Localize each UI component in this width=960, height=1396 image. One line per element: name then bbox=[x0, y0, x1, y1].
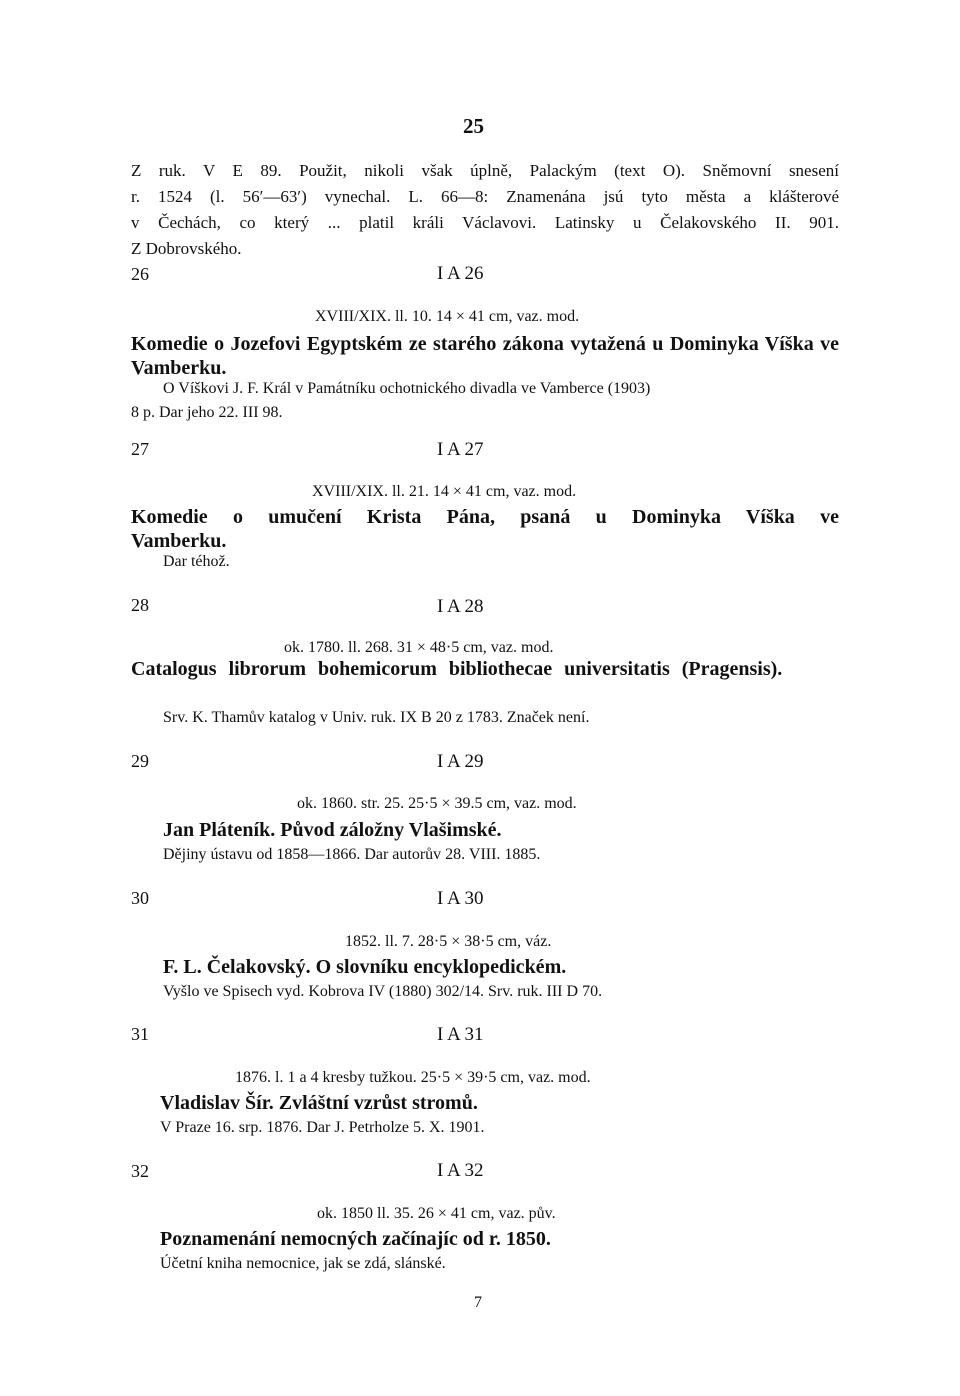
signature-mark: 7 bbox=[474, 1294, 482, 1311]
entry-note: 8 p. Dar jeho 22. III 98. bbox=[131, 404, 283, 421]
entry-signature: I A 28 bbox=[437, 596, 484, 617]
entry-number: 30 bbox=[131, 888, 149, 908]
entry-signature: I A 30 bbox=[437, 888, 484, 909]
entry-title: Komedie o umučení Krista Pána, psaná u Dominyka Víška ve Vamberku. bbox=[131, 506, 839, 552]
entry-title: Catalogus librorum bohemicorum bibliothecae universitatis (Pragensis). bbox=[131, 658, 783, 680]
entry-number: 28 bbox=[131, 595, 149, 615]
entry-number: 32 bbox=[131, 1161, 149, 1181]
entry-title: F. L. Čelakovský. O slovníku encyklopedickém. bbox=[163, 956, 567, 978]
entry-note: Vyšlo ve Spisech vyd. Kobrova IV (1880) 302/14. Srv. ruk. III D 70. bbox=[163, 983, 603, 1000]
entry-details: ok. 1850 ll. 35. 26 × 41 cm, vaz. pův. bbox=[317, 1205, 556, 1222]
entry-note: Dějiny ústavu od 1858—1866. Dar autorův 28. VIII. 1885. bbox=[163, 846, 541, 863]
entry-details: 1852. ll. 7. 28·5 × 38·5 cm, váz. bbox=[345, 933, 552, 950]
entry-note: Srv. K. Thamův katalog v Univ. ruk. IX B 20 z 1783. Značek není. bbox=[163, 709, 590, 726]
entry-signature: I A 26 bbox=[437, 263, 484, 284]
entry-details: ok. 1860. str. 25. 25·5 × 39.5 cm, vaz. mod. bbox=[297, 795, 577, 812]
entry-note: Dar téhož. bbox=[163, 553, 230, 570]
entry-title: Vladislav Šír. Zvláštní vzrůst stromů. bbox=[160, 1092, 478, 1114]
entry-signature: I A 29 bbox=[437, 751, 484, 772]
intro-line: Z Dobrovského. bbox=[131, 239, 242, 258]
entry-signature: I A 32 bbox=[437, 1160, 484, 1181]
entry-title: Jan Pláteník. Původ záložny Vlašimské. bbox=[163, 819, 502, 841]
intro-paragraph bbox=[131, 158, 839, 262]
entry-note: V Praze 16. srp. 1876. Dar J. Petrholze 5. X. 1901. bbox=[160, 1119, 485, 1136]
entry-number: 26 bbox=[131, 264, 149, 284]
entry-number: 27 bbox=[131, 439, 149, 459]
entry-title: Poznamenání nemocných začínajíc od r. 1850. bbox=[160, 1228, 551, 1250]
entry-details: ok. 1780. ll. 268. 31 × 48·5 cm, vaz. mod. bbox=[284, 639, 554, 656]
intro-line: Z ruk. V E 89. Použit, nikoli však úplně, Palackým (text O). Sněmovní snesení bbox=[131, 161, 839, 180]
entry-number: 29 bbox=[131, 751, 149, 771]
entry-details: XVIII/XIX. ll. 10. 14 × 41 cm, vaz. mod. bbox=[315, 308, 580, 325]
entry-note: O Víškovi J. F. Král v Památníku ochotnického divadla ve Vamberce (1903) bbox=[163, 380, 651, 397]
entry-title: Komedie o Jozefovi Egyptském ze starého zákona vytažená u Dominyka Víška ve Vamberku. bbox=[131, 333, 839, 379]
intro-line: r. 1524 (l. 56′—63′) vynechal. L. 66—8: Znamenána jsú tyto města a klášterové bbox=[131, 187, 839, 206]
entry-details: XVIII/XIX. ll. 21. 14 × 41 cm, vaz. mod. bbox=[312, 483, 577, 500]
entry-signature: I A 27 bbox=[437, 439, 484, 460]
page-number: 25 bbox=[463, 114, 484, 138]
entry-signature: I A 31 bbox=[437, 1024, 484, 1045]
entry-number: 31 bbox=[131, 1024, 149, 1044]
intro-line: v Čechách, co který ... platil králi Václavovi. Latinsky u Čelakovského II. 901. bbox=[131, 213, 839, 232]
entry-note: Účetní kniha nemocnice, jak se zdá, slánské. bbox=[160, 1255, 446, 1272]
entry-details: 1876. l. 1 a 4 kresby tužkou. 25·5 × 39·5 cm, vaz. mod. bbox=[235, 1069, 591, 1086]
